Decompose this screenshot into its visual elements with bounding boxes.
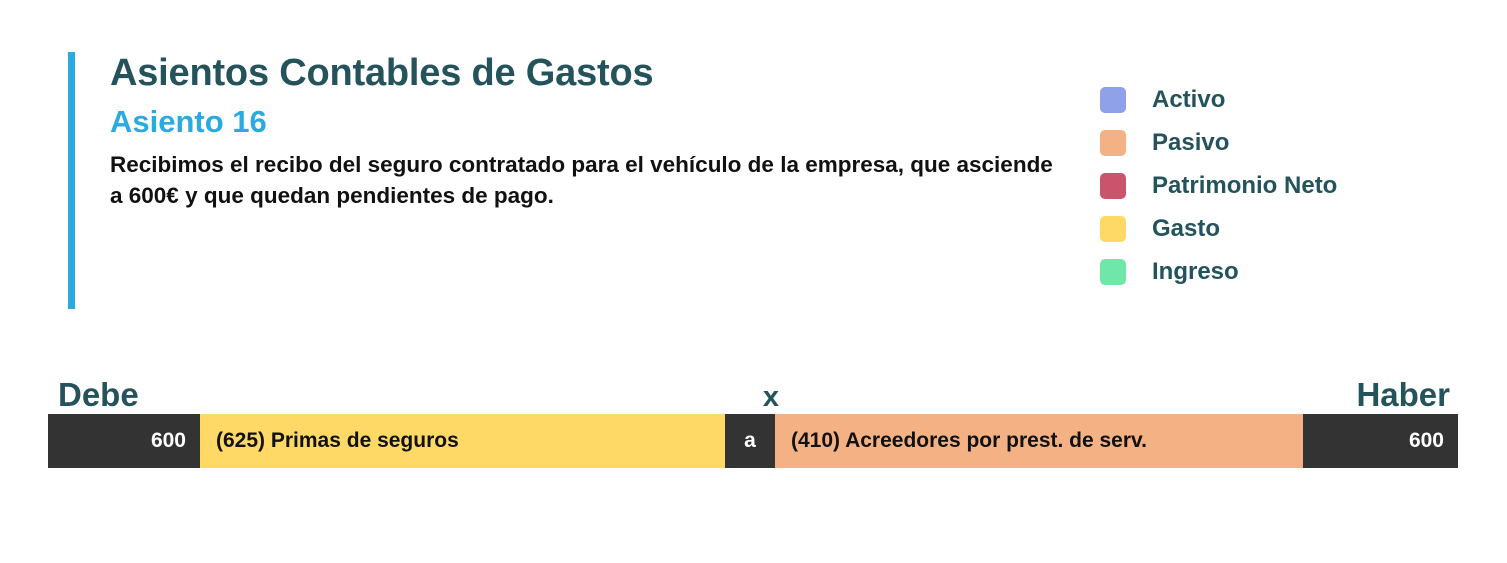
journal-entry-headers [48,370,1458,414]
page-title: Asientos Contables de Gastos [110,52,654,94]
legend-item-gasto [1100,207,1337,250]
legend [1100,78,1337,293]
legend-swatch-icon-gasto [1100,216,1126,242]
column-header-separator: x [762,381,780,413]
legend-label-ingreso: Ingreso [1152,257,1239,285]
journal-entry [48,370,1458,468]
legend-swatch-icon-activo [1100,87,1126,113]
legend-label-activo: Activo [1152,85,1226,113]
legend-label-gasto: Gasto [1152,214,1221,242]
legend-label-patrimonio-neto: Patrimonio Neto [1152,171,1338,199]
cell-debe-account: (625) Primas de seguros [200,414,725,468]
cell-haber-amount: 600 [1408,429,1444,452]
cell-debe-amount: 600 [150,429,186,452]
column-header-haber: Haber [1356,376,1450,413]
legend-item-activo [1100,78,1337,121]
legend-swatch-icon-pasivo [1100,130,1126,156]
legend-item-ingreso [1100,250,1337,293]
cell-connector: a [744,429,756,452]
column-header-debe: Debe [58,376,139,413]
legend-item-patrimonio-neto [1100,164,1337,207]
table-row [48,414,1458,468]
legend-swatch-icon-patrimonio-neto [1100,173,1126,199]
cell-haber-account: (410) Acreedores por prest. de serv. [775,414,1303,468]
legend-label-pasivo: Pasivo [1152,128,1230,156]
accent-bar [68,52,75,309]
page-description: Recibimos el recibo del seguro contratado para el vehículo de la empresa, que asciende a 600€ y que quedan pendientes de pago. [110,152,1053,209]
legend-item-pasivo [1100,121,1337,164]
page-subtitle: Asiento 16 [110,103,267,139]
header-text [110,52,1060,211]
legend-swatch-icon-ingreso [1100,259,1126,285]
